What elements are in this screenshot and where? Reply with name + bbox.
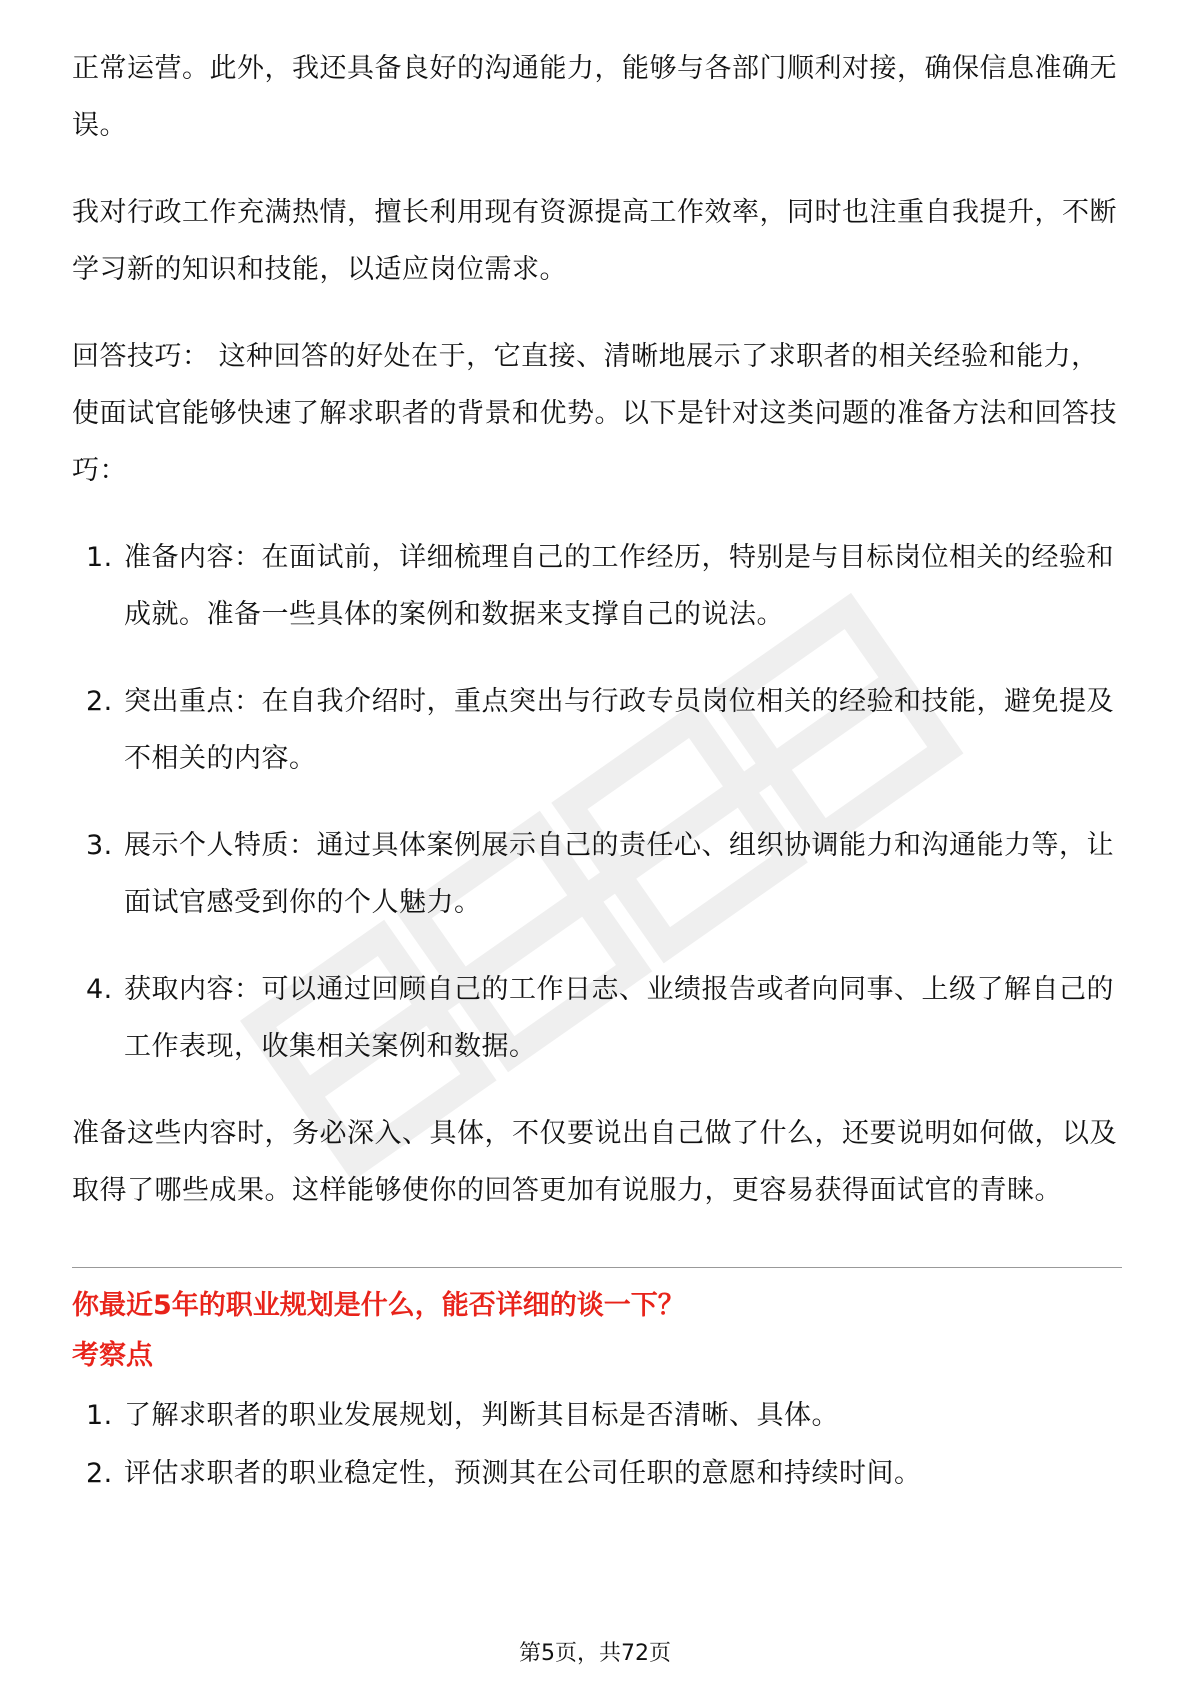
list-number: 1. xyxy=(86,1400,113,1431)
question-title: 你最近5年的职业规划是什么，能否详细的谈一下？ xyxy=(72,1290,685,1321)
paragraph-intro-continued: 正常运营。此外，我还具备良好的沟通能力，能够与各部门顺利对接，确保信息准确无误。 xyxy=(72,53,1117,141)
page-content xyxy=(72,40,1122,1506)
paragraph-answer-tips: 回答技巧： 这种回答的好处在于，它直接、清晰地展示了求职者的相关经验和能力，使面试官能够快速了解求职者的背景和优势。以下是针对这类问题的准备方法和回答技巧： xyxy=(72,341,1117,486)
list-item-text: 获取内容：可以通过回顾自己的工作日志、业绩报告或者向同事、上级了解自己的工作表现，收集相关案例和数据。 xyxy=(124,974,1114,1062)
question-subheading: 考察点 xyxy=(72,1340,153,1371)
list-item xyxy=(72,529,1122,643)
list-number: 2. xyxy=(86,1458,113,1489)
paragraph-enthusiasm: 我对行政工作充满热情，擅长利用现有资源提高工作效率，同时也注重自我提升，不断学习新的知识和技能，以适应岗位需求。 xyxy=(72,197,1117,285)
page-footer: 第5页，共72页 xyxy=(519,1641,671,1666)
paragraph-closing: 准备这些内容时，务必深入、具体，不仅要说出自己做了什么，还要说明如何做，以及取得了哪些成果。这样能够使你的回答更加有说服力，更容易获得面试官的青睐。 xyxy=(72,1118,1117,1206)
list-number: 3. xyxy=(86,830,113,861)
list-item xyxy=(72,673,1122,787)
list-item-text: 了解求职者的职业发展规划，判断其目标是否清晰、具体。 xyxy=(124,1400,839,1431)
list-item-text: 突出重点：在自我介绍时，重点突出与行政专员岗位相关的经验和技能，避免提及不相关的内容。 xyxy=(124,686,1114,774)
section-divider xyxy=(72,1267,1122,1268)
list-item xyxy=(72,1448,1122,1500)
list-item xyxy=(72,1390,1122,1442)
list-item-text: 展示个人特质：通过具体案例展示自己的责任心、组织协调能力和沟通能力等，让面试官感受到你的个人魅力。 xyxy=(124,830,1114,918)
list-number: 1. xyxy=(86,542,113,573)
list-item-text: 评估求职者的职业稳定性，预测其在公司任职的意愿和持续时间。 xyxy=(124,1458,922,1489)
tips-list xyxy=(72,529,1122,1075)
list-number: 2. xyxy=(86,686,113,717)
assessment-points-list xyxy=(72,1390,1122,1500)
list-item xyxy=(72,961,1122,1075)
list-number: 4. xyxy=(86,974,113,1005)
list-item xyxy=(72,817,1122,931)
list-item-text: 准备内容：在面试前，详细梳理自己的工作经历，特别是与目标岗位相关的经验和成就。准备一些具体的案例和数据来支撑自己的说法。 xyxy=(124,542,1114,630)
